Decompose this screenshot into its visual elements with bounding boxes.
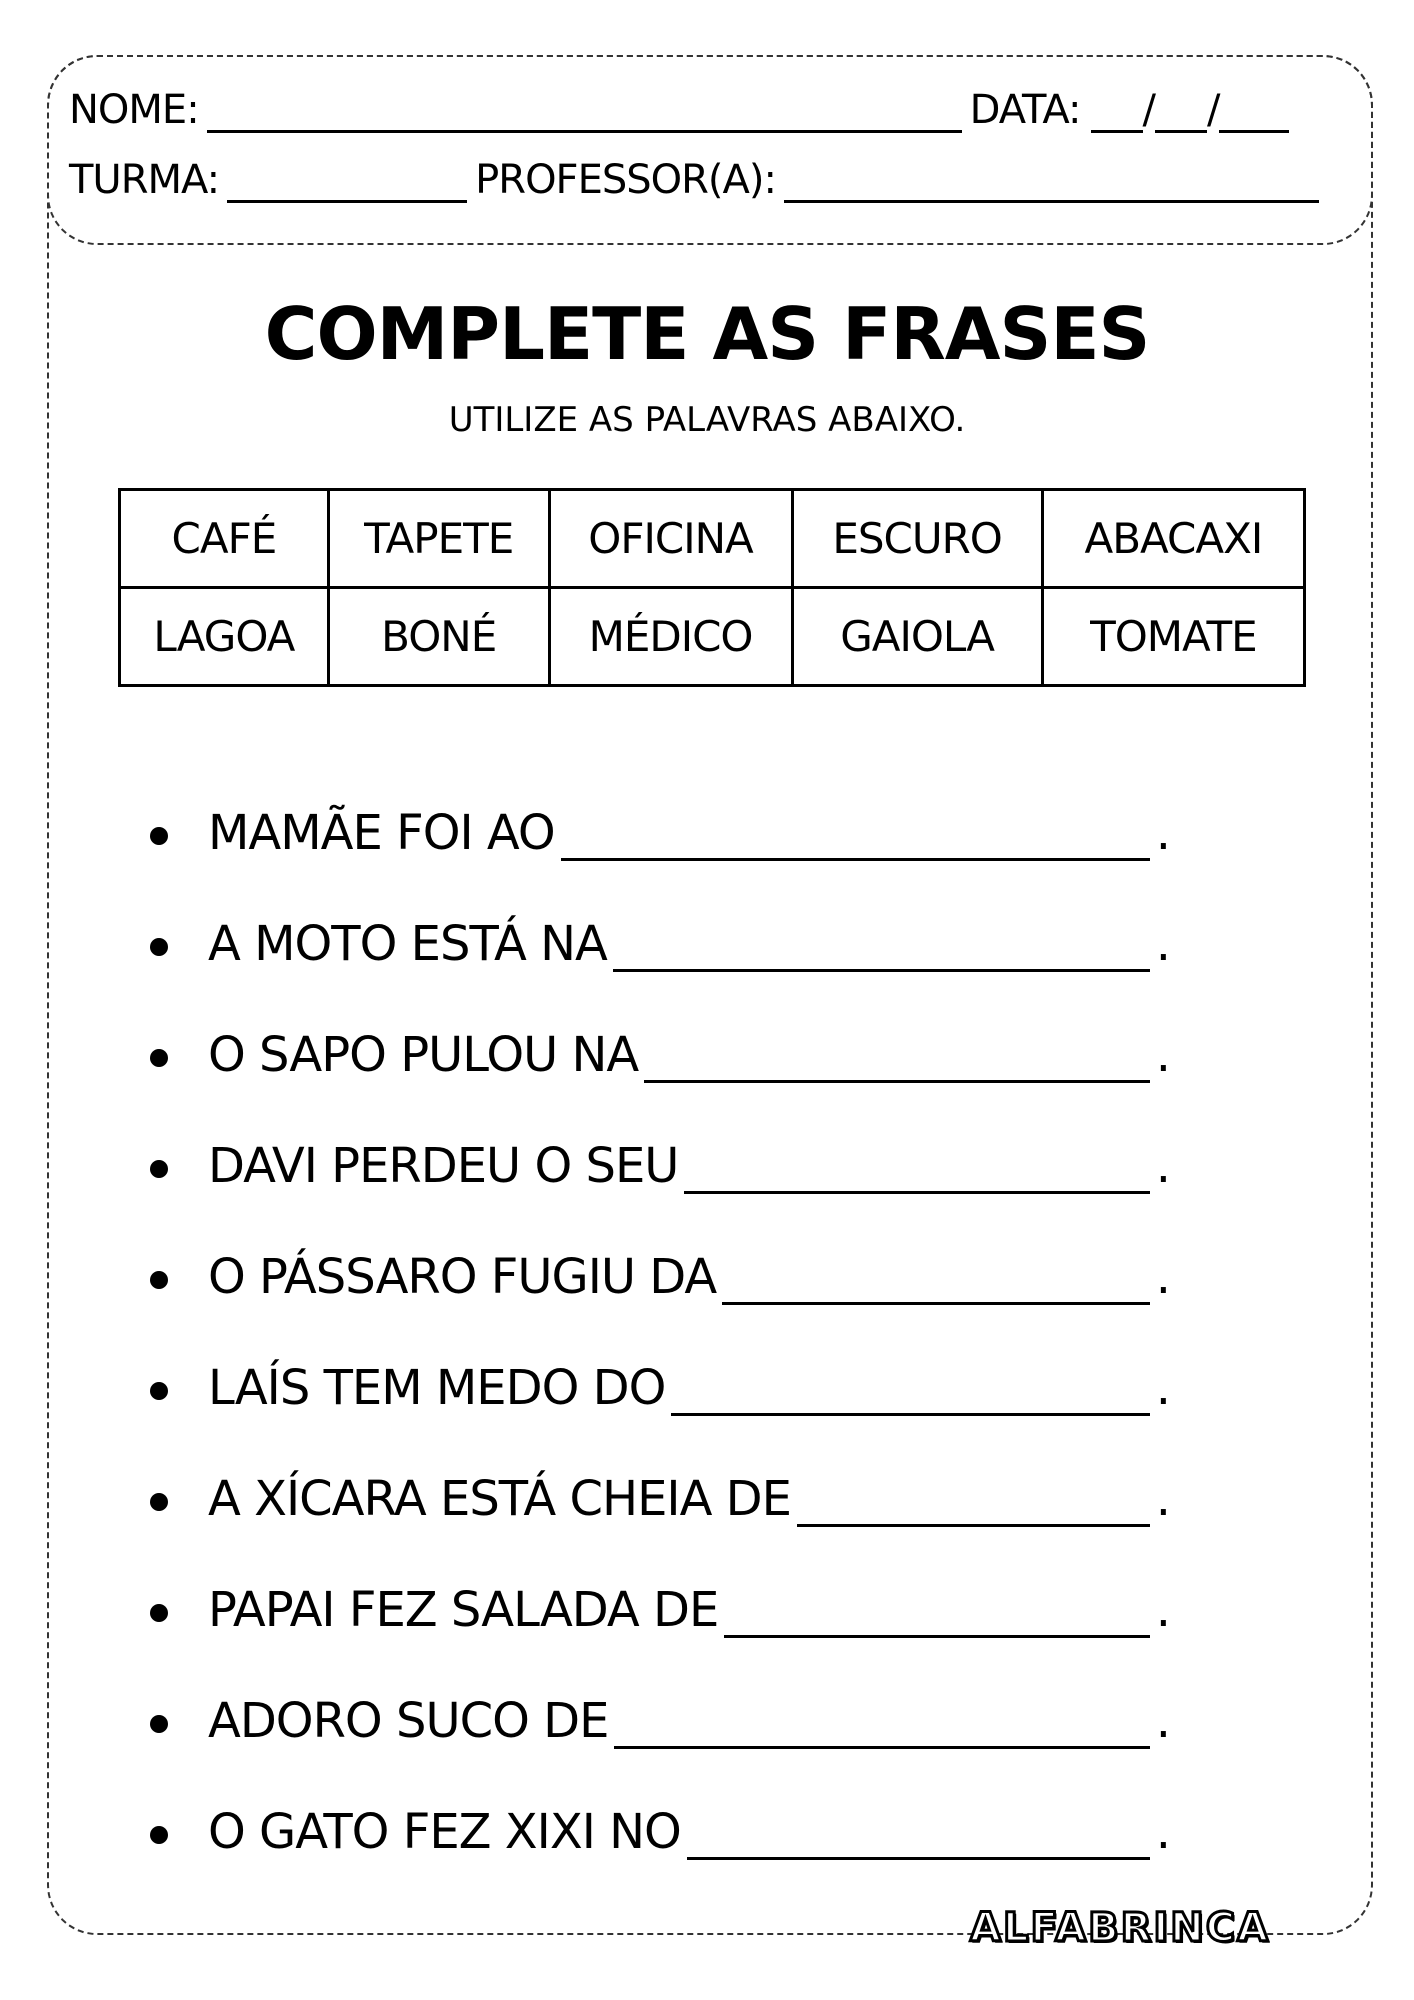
answer-blank[interactable] [671,1369,1149,1416]
date-separator: / [1142,87,1155,133]
sentence-period: . [1155,1471,1170,1527]
sentence-period: . [1155,1360,1170,1416]
bullet-icon [150,827,168,845]
answer-blank[interactable] [684,1147,1149,1194]
name-label: NOME: [69,87,199,133]
sentence-period: . [1155,805,1170,861]
bullet-icon [150,1826,168,1844]
sentence-text: LAÍS TEM MEDO DO [208,1360,666,1416]
answer-blank[interactable] [614,1702,1149,1749]
bullet-icon [150,1382,168,1400]
sentence-text: O PÁSSARO FUGIU DA [208,1249,717,1305]
sentence-text: O SAPO PULOU NA [208,1027,639,1083]
word-bank-cell: TAPETE [328,490,549,588]
sentence-list [150,750,1170,1860]
name-date-row [69,87,1351,133]
date-field[interactable] [1081,87,1290,133]
teacher-label: PROFESSOR(A): [475,157,776,203]
date-separator: / [1206,87,1220,133]
class-field[interactable] [227,164,467,203]
sentence-period: . [1155,1693,1170,1749]
answer-blank[interactable] [613,925,1150,972]
sentence-period: . [1155,1804,1170,1860]
word-bank-cell: OFICINA [549,490,792,588]
answer-blank[interactable] [797,1480,1150,1527]
class-label: TURMA: [69,157,220,203]
word-bank-cell: MÉDICO [549,588,792,686]
worksheet-title: COMPLETE AS FRASES [264,292,1150,376]
word-bank-cell: CAFÉ [120,490,329,588]
sentence-period: . [1155,1249,1170,1305]
date-month-blank[interactable] [1155,94,1207,133]
word-bank-cell: TOMATE [1042,588,1304,686]
answer-blank[interactable] [687,1813,1150,1860]
date-label: DATA: [969,87,1081,133]
brand-logo: ALFABRINCA [970,1905,1271,1951]
bullet-icon [150,1049,168,1067]
sentence-text: PAPAI FEZ SALADA DE [208,1582,719,1638]
name-field[interactable] [207,94,962,133]
teacher-field[interactable] [784,164,1319,203]
sentence-text: DAVI PERDEU O SEU [208,1138,679,1194]
sentence-item [150,972,1170,1083]
sentence-item [150,750,1170,861]
date-day-blank[interactable] [1091,94,1143,133]
sentence-period: . [1155,916,1170,972]
student-info-header [47,55,1373,245]
word-bank-cell: ESCURO [792,490,1042,588]
sentence-item [150,1416,1170,1527]
sentence-item [150,1083,1170,1194]
sentence-text: O GATO FEZ XIXI NO [208,1804,681,1860]
answer-blank[interactable] [561,814,1150,861]
bullet-icon [150,1715,168,1733]
sentence-text: ADORO SUCO DE [208,1693,609,1749]
word-bank-cell: ABACAXI [1042,490,1304,588]
word-bank-table [118,488,1306,687]
bullet-icon [150,1493,168,1511]
worksheet-instruction: UTILIZE AS PALAVRAS ABAIXO. [448,400,966,440]
word-bank-cell: LAGOA [120,588,329,686]
sentence-item [150,1749,1170,1860]
word-bank-cell: BONÉ [328,588,549,686]
bullet-icon [150,938,168,956]
class-teacher-row [69,157,1351,203]
answer-blank[interactable] [722,1258,1149,1305]
sentence-period: . [1155,1027,1170,1083]
sentence-text: A XÍCARA ESTÁ CHEIA DE [208,1471,791,1527]
sentence-item [150,1638,1170,1749]
sentence-text: A MOTO ESTÁ NA [208,916,607,972]
answer-blank[interactable] [724,1591,1149,1638]
sentence-item [150,1527,1170,1638]
sentence-text: MAMÃE FOI AO [208,805,555,861]
bullet-icon [150,1271,168,1289]
sentence-item [150,1194,1170,1305]
word-bank-row [120,588,1305,686]
sentence-period: . [1155,1138,1170,1194]
sentence-period: . [1155,1582,1170,1638]
word-bank-cell: GAIOLA [792,588,1042,686]
sentence-item [150,1305,1170,1416]
answer-blank[interactable] [644,1036,1149,1083]
sentence-item [150,861,1170,972]
word-bank-row [120,490,1305,588]
bullet-icon [150,1604,168,1622]
bullet-icon [150,1160,168,1178]
date-year-blank[interactable] [1219,94,1289,133]
